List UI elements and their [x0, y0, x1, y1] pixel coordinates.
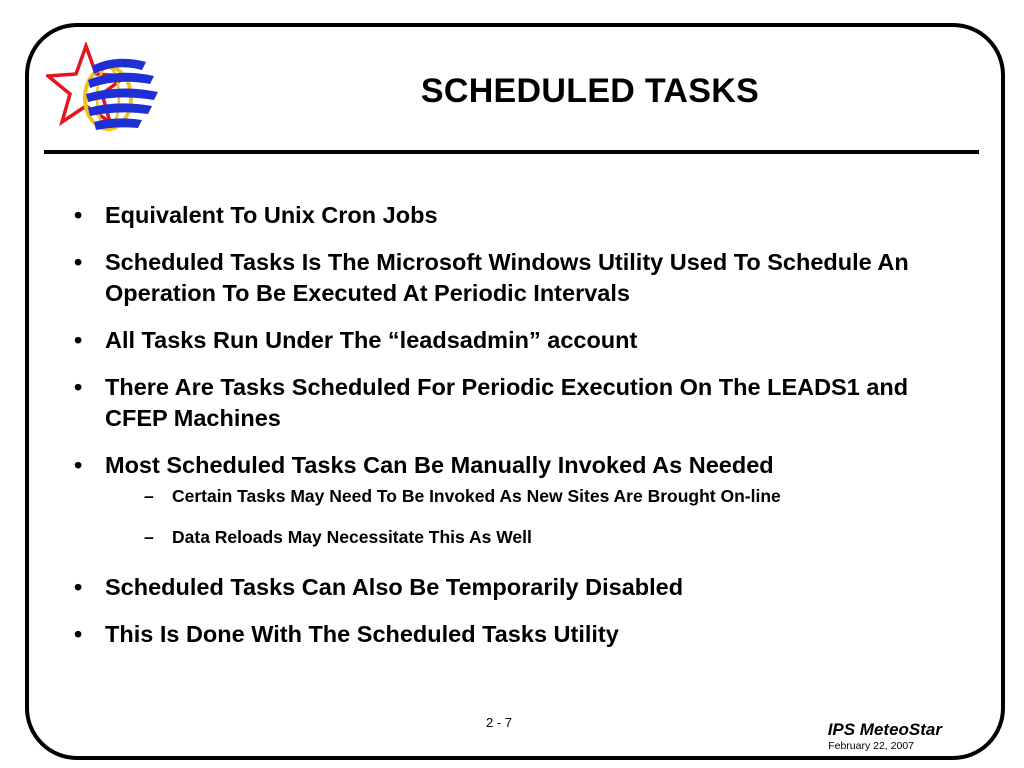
bullet-text: All Tasks Run Under The “leadsadmin” account — [105, 327, 638, 353]
sub-bullet-marker: – — [144, 486, 154, 506]
bullet-text: Scheduled Tasks Is The Microsoft Windows Utility Used To Schedule An Operation To Be Executed At Periodic Intervals — [105, 249, 909, 306]
bullet-text: Equivalent To Unix Cron Jobs — [105, 202, 438, 228]
sub-bullet-marker: – — [144, 527, 154, 547]
list-item — [72, 572, 972, 603]
footer-date: February 22, 2007 — [828, 740, 914, 752]
bullet-marker: • — [74, 621, 83, 647]
bullet-text: This Is Done With The Scheduled Tasks Utility — [105, 621, 619, 647]
star-globe-logo-icon — [46, 42, 164, 144]
bullet-text: Most Scheduled Tasks Can Be Manually Invoked As Needed — [105, 452, 774, 478]
footer-brand: IPS MeteoStar — [827, 720, 942, 739]
list-item — [72, 247, 972, 309]
bullet-marker: • — [74, 327, 83, 353]
list-item — [72, 200, 972, 231]
list-item — [72, 450, 972, 481]
bullet-marker: • — [74, 452, 83, 478]
bullet-marker: • — [74, 202, 83, 228]
list-item — [72, 619, 972, 650]
sub-list-item — [144, 484, 972, 508]
slide-title: SCHEDULED TASKS — [420, 72, 760, 110]
bullet-marker: • — [74, 249, 83, 275]
bullet-text: There Are Tasks Scheduled For Periodic Execution On The LEADS1 and CFEP Machines — [105, 374, 909, 431]
bullet-text: Scheduled Tasks Can Also Be Temporarily Disabled — [105, 574, 684, 600]
bullet-list — [72, 200, 972, 666]
page-number: 2 - 7 — [486, 715, 513, 730]
title-divider — [44, 150, 979, 154]
sub-bullet-text: Certain Tasks May Need To Be Invoked As New Sites Are Brought On-line — [172, 486, 781, 506]
sub-list-item — [144, 525, 972, 549]
sub-bullet-text: Data Reloads May Necessitate This As Well — [172, 527, 532, 547]
list-item — [72, 325, 972, 356]
list-item — [72, 372, 972, 434]
bullet-marker: • — [74, 574, 83, 600]
bullet-marker: • — [74, 374, 83, 400]
